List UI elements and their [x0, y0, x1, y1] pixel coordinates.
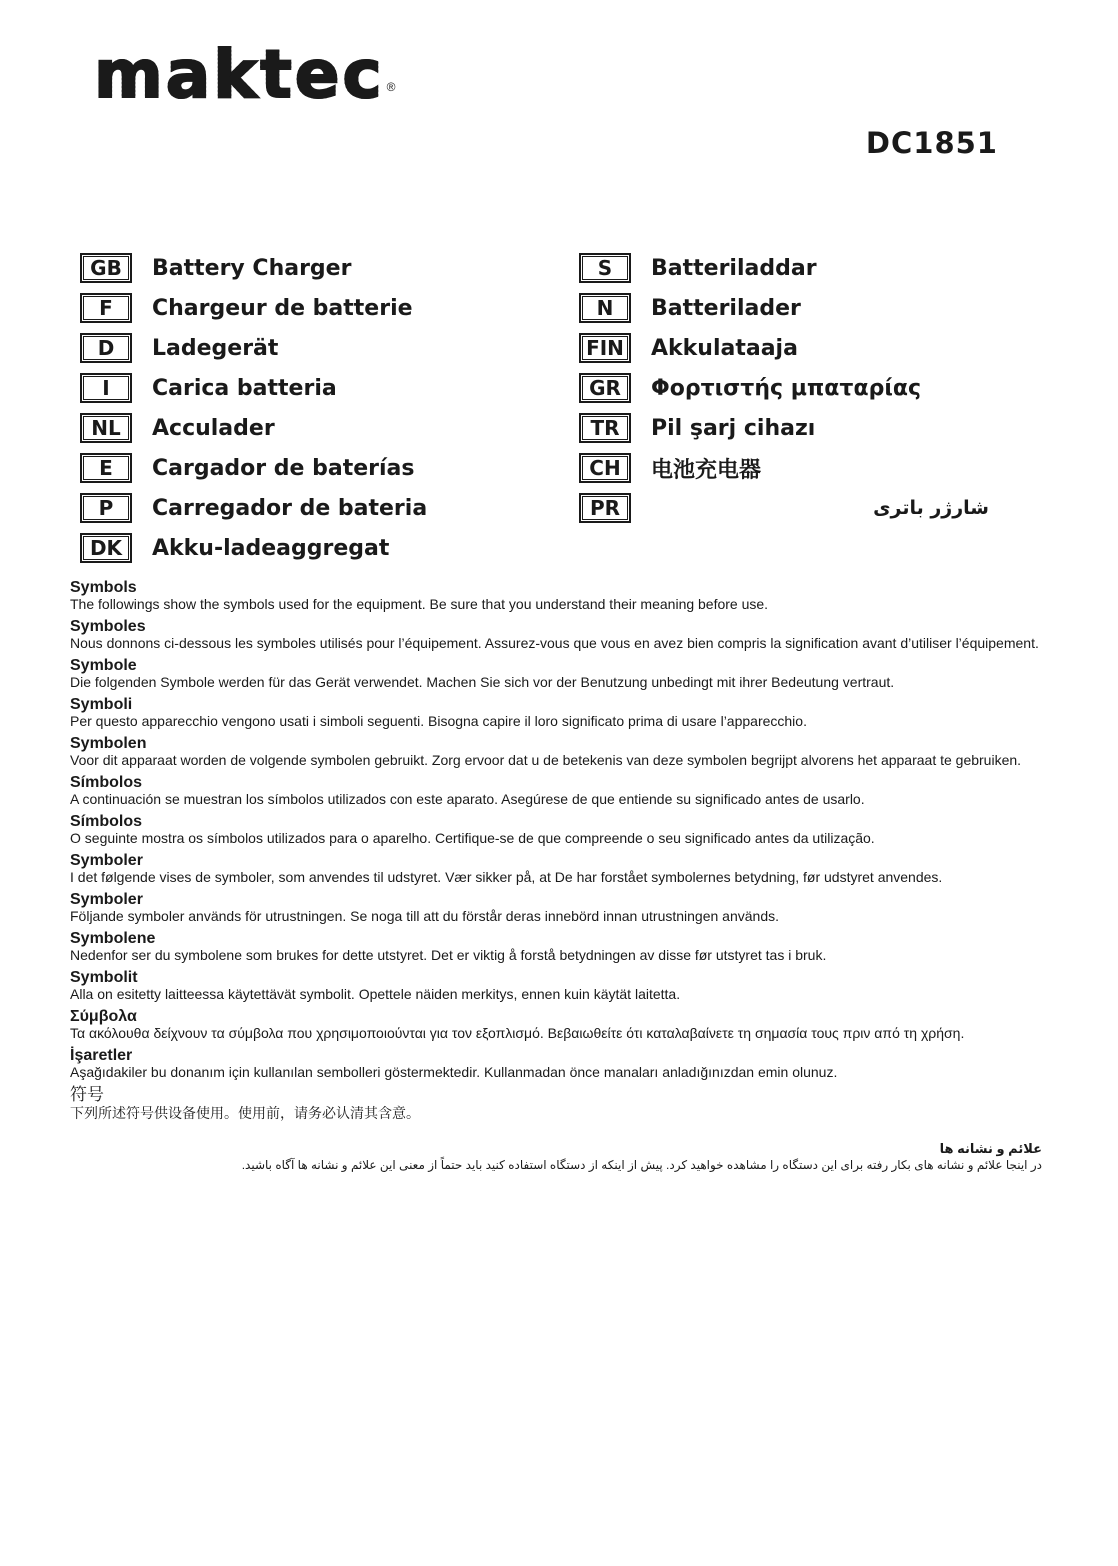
logo-wordmark: maktec [94, 36, 385, 113]
language-title: 电池充电器 [651, 457, 762, 483]
language-code: PR [579, 493, 631, 523]
symbols-text: Voor dit apparaat worden de volgende symbolen gebruikt. Zorg ervoor dat u de betekenis van deze symbolen begrijpt alvorens het apparaat te gebruiken. [70, 752, 1022, 768]
symbols-block [70, 695, 1042, 729]
registered-mark: ® [386, 80, 396, 94]
symbols-block [70, 851, 1042, 885]
language-title: Chargeur de batterie [152, 295, 413, 321]
symbols-block [70, 1046, 1042, 1080]
symbols-block [70, 890, 1042, 924]
symbols-block [70, 1007, 1042, 1041]
symbols-block [70, 1139, 1042, 1173]
language-code: FIN [579, 333, 631, 363]
language-title: شارژر باتری [873, 497, 989, 519]
symbols-text: A continuación se muestran los símbolos utilizados con este aparato. Asegúrese de que entiende su significado antes de usarlo. [70, 791, 865, 807]
language-title: Akkulataaja [651, 335, 798, 361]
symbols-text: Die folgenden Symbole werden für das Gerät verwendet. Machen Sie sich vor der Benutzung unbedingt mit ihrer Bedeutung vertraut. [70, 674, 895, 690]
language-row [579, 488, 999, 528]
language-code: F [80, 293, 132, 323]
language-row [579, 288, 999, 328]
language-title: Battery Charger [152, 255, 352, 281]
language-code: P [80, 493, 132, 523]
symbols-heading: Symboles [70, 618, 146, 635]
model-number: DC1851 [865, 126, 998, 160]
symbols-text: Τα ακόλουθα δείχνουν τα σύμβολα που χρησιμοποιούνται για τον εξοπλισμό. Βεβαιωθείτε ότι καταλαβαίνετε τη σημασία τους πριν από τη χρήση. [70, 1025, 965, 1041]
language-title: Batteriladdar [651, 255, 817, 281]
language-code: GB [80, 253, 132, 283]
language-row [80, 248, 427, 288]
symbols-heading: Symbole [70, 657, 137, 674]
symbols-text: 下列所述符号供设备使用。使用前，请务必认清其含意。 [70, 1105, 420, 1121]
symbols-heading: Symbolen [70, 735, 147, 752]
symbols-text: I det følgende vises de symboler, som anvendes til udstyret. Vær sikker på, at De har forstået symbolernes betydning, før udstyret anvendes. [70, 869, 943, 885]
symbols-text: Aşağıdakiler bu donanım için kullanılan sembolleri göstermektedir. Kullanmadan önce manaları anladığınızdan emin olunuz. [70, 1064, 838, 1080]
language-code: GR [579, 373, 631, 403]
language-code: DK [80, 533, 132, 563]
symbols-block [70, 1085, 1042, 1121]
language-code: D [80, 333, 132, 363]
language-title: Akku-ladeaggregat [152, 535, 390, 561]
symbols-text: Per questo apparecchio vengono usati i simboli seguenti. Bisogna capire il loro significato prima di usare l’apparecchio. [70, 713, 807, 729]
symbols-block [70, 656, 1042, 690]
language-title: Cargador de baterías [152, 455, 415, 481]
symbols-section [70, 578, 1042, 1178]
symbols-block [70, 773, 1042, 807]
symbols-heading: Symbolit [70, 969, 138, 986]
language-row [80, 368, 427, 408]
symbols-heading: Symboler [70, 852, 143, 869]
language-row [80, 448, 427, 488]
language-code: N [579, 293, 631, 323]
symbols-heading: Symbolene [70, 930, 156, 947]
language-row [579, 448, 999, 488]
symbols-heading: Symboler [70, 891, 143, 908]
symbols-block [70, 578, 1042, 612]
symbols-text: Alla on esitetty laitteessa käytettävät symbolit. Opettele näiden merkitys, ennen kuin käytät laitetta. [70, 986, 681, 1002]
language-title: Φορτιστής μπαταρίας [651, 375, 922, 401]
language-row [80, 328, 427, 368]
symbols-heading: Símbolos [70, 813, 143, 830]
language-row [579, 408, 999, 448]
symbols-text: O seguinte mostra os símbolos utilizados para o aparelho. Certifique-se de que compreende o seu significado antes da utilização. [70, 830, 875, 846]
language-title: Pil şarj cihazı [651, 415, 816, 441]
symbols-block [70, 734, 1042, 768]
symbols-text: Nedenfor ser du symbolene som brukes for dette utstyret. Det er viktig å forstå betydningen av disse før utstyret tas i bruk. [70, 947, 827, 963]
symbols-heading: علائم و نشانه ها [939, 1141, 1042, 1156]
language-row [579, 328, 999, 368]
language-title: Carregador de bateria [152, 495, 428, 521]
language-code: I [80, 373, 132, 403]
language-code: CH [579, 453, 631, 483]
language-row [579, 368, 999, 408]
symbols-heading: Symboli [70, 696, 133, 713]
symbols-heading: Σύμβολα [70, 1008, 137, 1025]
language-code: S [579, 253, 631, 283]
symbols-block [70, 617, 1042, 651]
language-row [80, 408, 427, 448]
symbols-heading: Símbolos [70, 774, 143, 791]
language-code: NL [80, 413, 132, 443]
language-code: E [80, 453, 132, 483]
language-title: Batterilader [651, 295, 801, 321]
language-title: Ladegerät [152, 335, 279, 361]
symbols-block [70, 929, 1042, 963]
symbols-heading: İşaretler [70, 1047, 133, 1064]
symbols-text: The followings show the symbols used for the equipment. Be sure that you understand their meaning before use. [70, 596, 769, 612]
symbols-heading: 符号 [70, 1085, 104, 1104]
symbols-block [70, 812, 1042, 846]
language-row [80, 288, 427, 328]
language-row [579, 248, 999, 288]
language-title: Carica batteria [152, 375, 337, 401]
language-list-right [579, 248, 999, 528]
language-code: TR [579, 413, 631, 443]
language-title: Acculader [152, 415, 275, 441]
symbols-text: Nous donnons ci-dessous les symboles utilisés pour l’équipement. Assurez-vous que vous en avez bien compris la signification avant d’utiliser l’équipement. [70, 635, 1039, 651]
symbols-text: Följande symboler används för utrustningen. Se noga till att du förstår deras innebörd innan utrustningen används. [70, 908, 779, 924]
language-row [80, 488, 427, 528]
language-list-left [80, 248, 427, 568]
symbols-block [70, 968, 1042, 1002]
symbols-heading: Symbols [70, 579, 137, 596]
maktec-logo [94, 36, 396, 113]
language-row [80, 528, 427, 568]
symbols-text: در اینجا علائم و نشانه های بکار رفته برای این دستگاه را مشاهده خواهید کرد. پیش از اینکه از دستگاه استفاده کنید باید حتماً از معنی این علائم و نشانه ها آگاه باشید. [241, 1158, 1042, 1172]
